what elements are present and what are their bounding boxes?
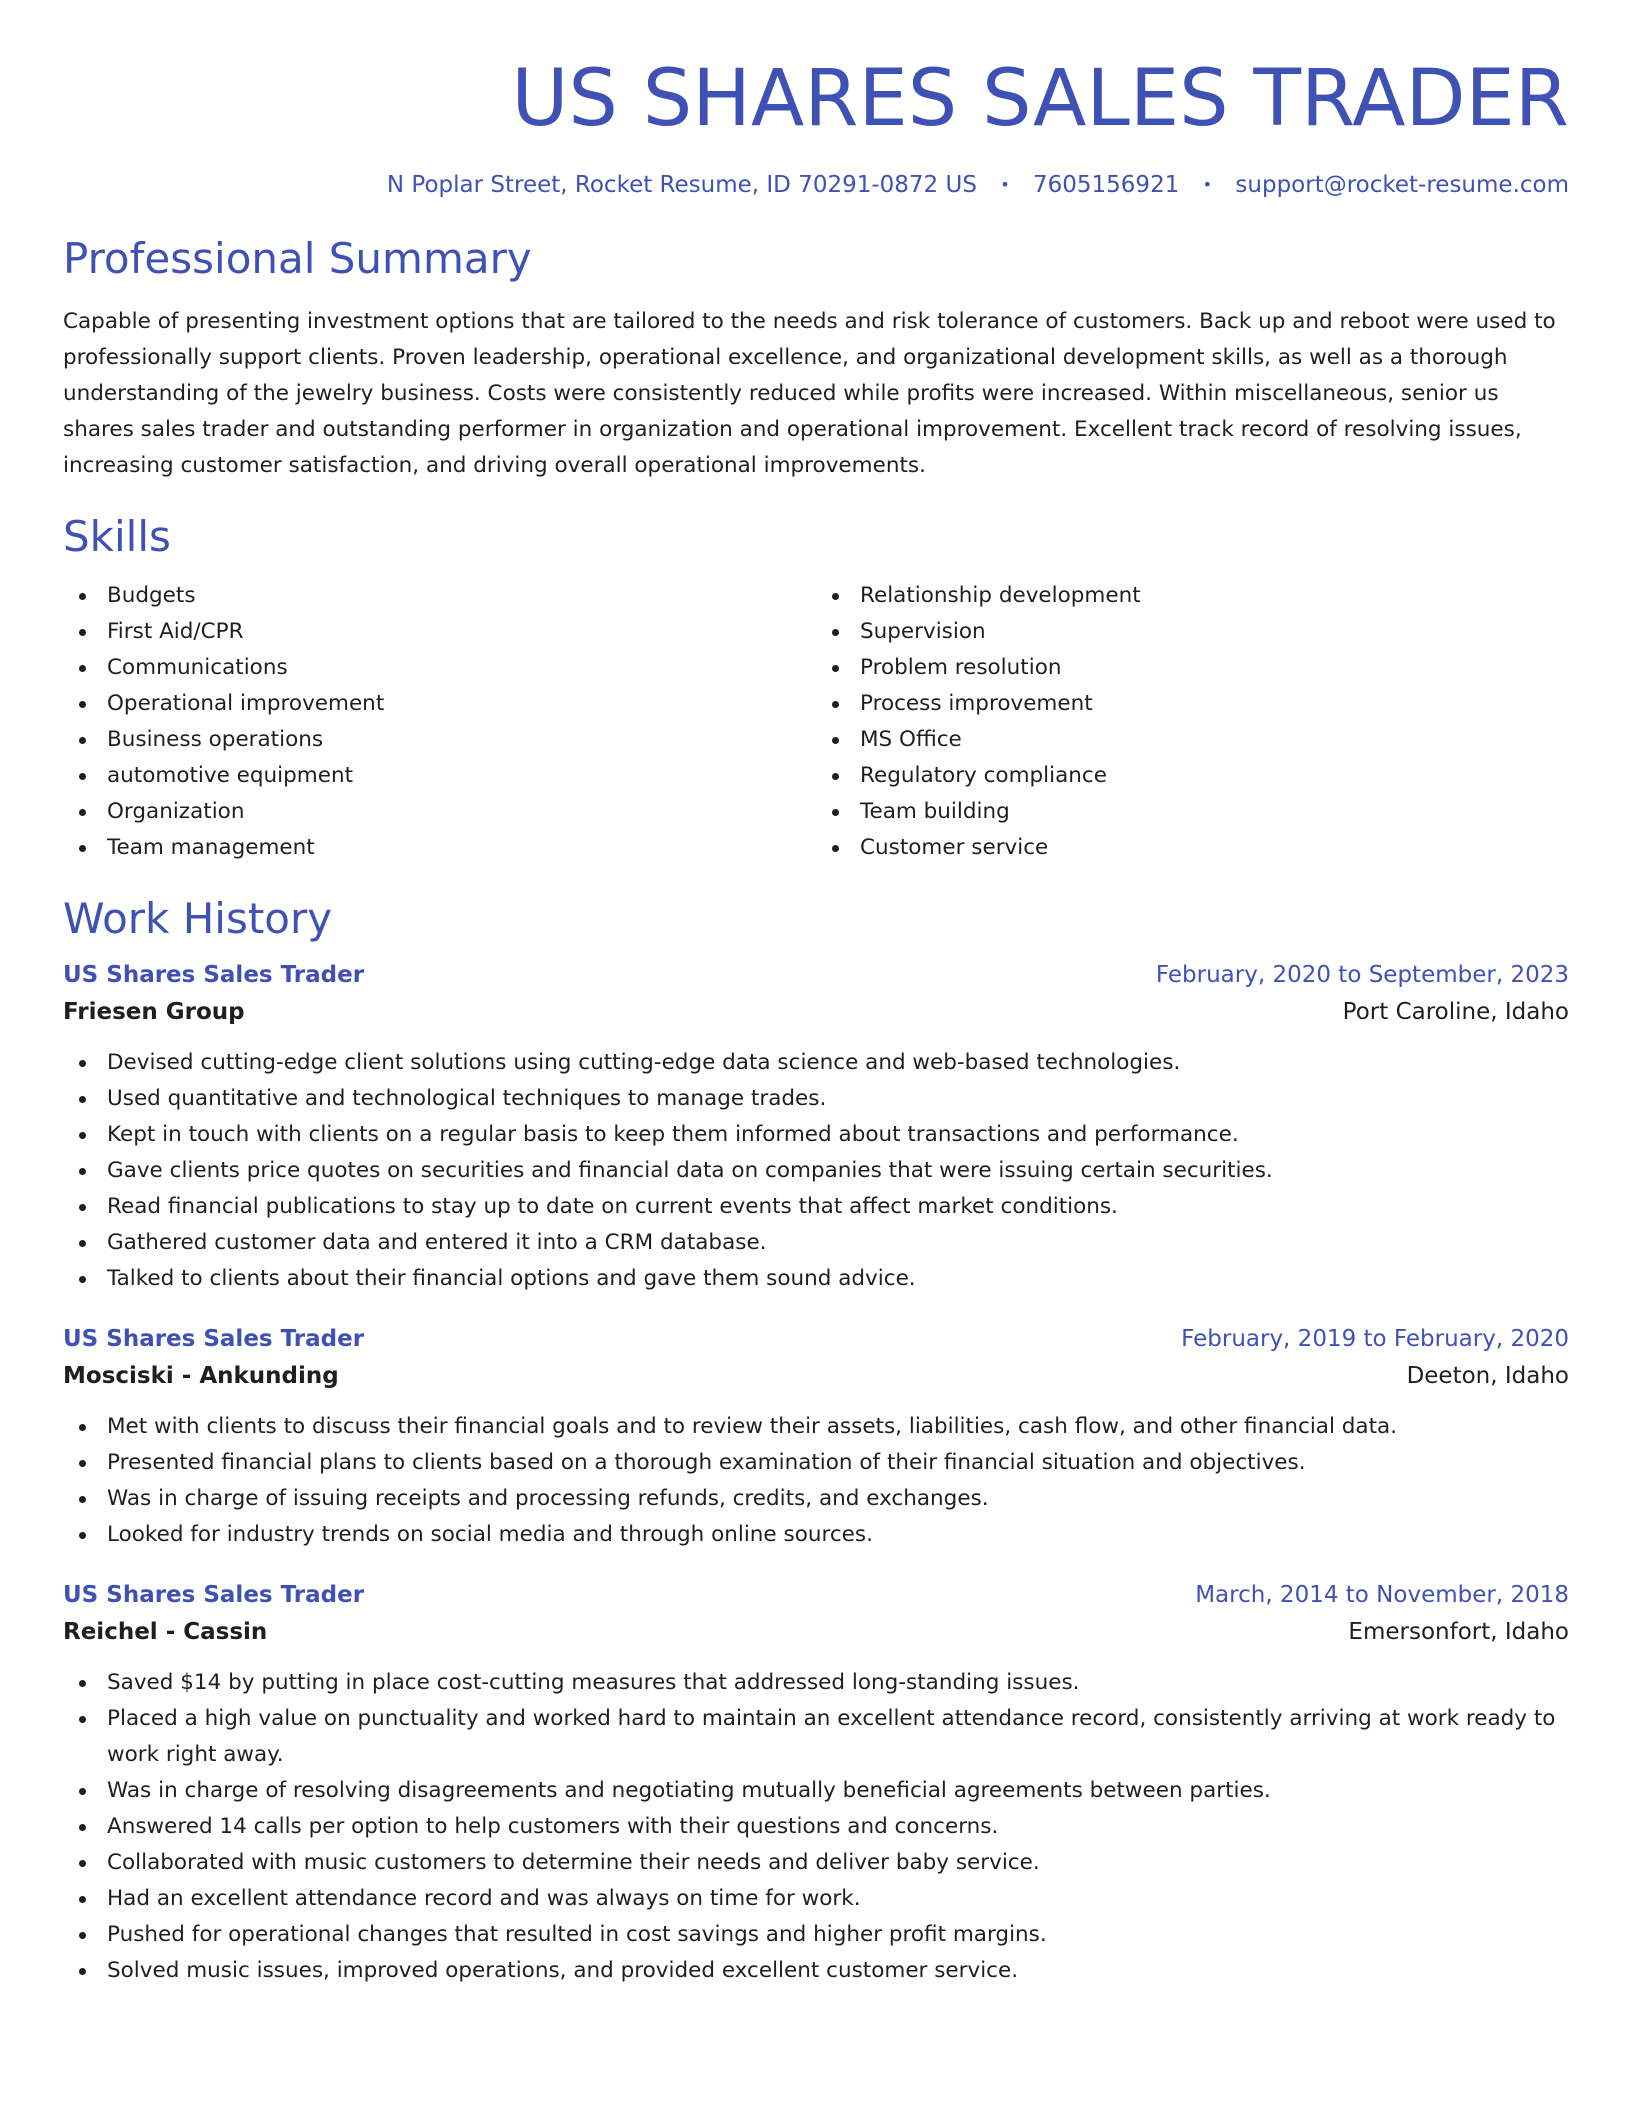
company-name: Mosciski - Ankunding (63, 1362, 339, 1389)
skill-item: Business operations (63, 722, 816, 758)
job-title: US Shares Sales Trader (63, 961, 365, 988)
job-location: Emersonfort, Idaho (1348, 1618, 1569, 1645)
job-bullet: Had an excellent attendance record and was always on time for work. (63, 1881, 1569, 1917)
contact-email: support@rocket-resume.com (1235, 172, 1569, 198)
skill-item: Regulatory compliance (816, 758, 1569, 794)
job-subheader (63, 993, 1569, 1031)
skill-item: Customer service (816, 830, 1569, 866)
job-header (63, 1321, 1569, 1357)
skill-item: Problem resolution (816, 650, 1569, 686)
job-bullet: Saved $14 by putting in place cost-cutting measures that addressed long-standing issues. (63, 1665, 1569, 1701)
skill-item: Budgets (63, 578, 816, 614)
skill-item: Communications (63, 650, 816, 686)
skill-item: Process improvement (816, 686, 1569, 722)
summary-heading: Professional Summary (63, 234, 532, 283)
job-dates: February, 2019 to February, 2020 (1181, 1325, 1569, 1352)
job-bullet: Gave clients price quotes on securities and financial data on companies that were issuing certain securities. (63, 1153, 1569, 1189)
job-location: Deeton, Idaho (1406, 1362, 1569, 1389)
skill-item: Supervision (816, 614, 1569, 650)
contact-phone: 7605156921 (1033, 172, 1180, 198)
company-name: Reichel - Cassin (63, 1618, 268, 1645)
skill-item: Relationship development (816, 578, 1569, 614)
summary-text: Capable of presenting investment options that are tailored to the needs and risk tolerance of customers. Back up and reboot were used to professionally support clients. Proven leadership, operational excellence, and organizational development skills, as well as a thorough understanding of the jewelry business. Costs were consistently reduced while profits were increased. Within miscellaneous, senior us shares sales trader and outstanding performer in organization and operational improvement. Excellent track record of resolving issues, increasing customer satisfaction, and driving overall operational improvements. (63, 309, 1556, 479)
contact-address: N Poplar Street, Rocket Resume, ID 70291-0872 US (386, 172, 977, 198)
job-dates: March, 2014 to November, 2018 (1195, 1581, 1569, 1608)
job-location: Port Caroline, Idaho (1342, 998, 1569, 1025)
job-bullet: Presented financial plans to clients based on a thorough examination of their financial situation and objectives. (63, 1445, 1569, 1481)
contact-separator: • (1000, 175, 1010, 194)
skills-grid (63, 578, 1569, 866)
skills-column-right (816, 578, 1569, 866)
job-bullet: Was in charge of resolving disagreements and negotiating mutually beneficial agreements between parties. (63, 1773, 1569, 1809)
job-bullet: Talked to clients about their financial options and gave them sound advice. (63, 1261, 1569, 1297)
work-history-heading: Work History (63, 894, 333, 944)
skill-item: Operational improvement (63, 686, 816, 722)
contact-line (63, 172, 1569, 198)
job-bullet: Used quantitative and technological techniques to manage trades. (63, 1081, 1569, 1117)
contact-separator: • (1202, 175, 1213, 194)
job-header (63, 1577, 1569, 1613)
job-bullet: Placed a high value on punctuality and worked hard to maintain an excellent attendance record, consistently arriving at work ready to work right away. (63, 1701, 1569, 1773)
skill-item: Team building (816, 794, 1569, 830)
job-bullet: Pushed for operational changes that resulted in cost savings and higher profit margins. (63, 1917, 1569, 1953)
job-entry (63, 1321, 1569, 1553)
job-entry (63, 1577, 1569, 1989)
job-bullets (63, 1045, 1569, 1297)
candidate-name: US SHARES SALES TRADER (511, 54, 1569, 144)
skill-item: Team management (63, 830, 816, 866)
job-bullets (63, 1665, 1569, 1989)
job-bullet: Met with clients to discuss their financial goals and to review their assets, liabilities, cash flow, and other financial data. (63, 1409, 1569, 1445)
skill-item: Organization (63, 794, 816, 830)
job-header (63, 957, 1569, 993)
job-entry (63, 957, 1569, 1297)
skill-item: First Aid/CPR (63, 614, 816, 650)
job-bullet: Was in charge of issuing receipts and processing refunds, credits, and exchanges. (63, 1481, 1569, 1517)
job-title: US Shares Sales Trader (63, 1581, 365, 1608)
job-bullet: Looked for industry trends on social media and through online sources. (63, 1517, 1569, 1553)
job-dates: February, 2020 to September, 2023 (1155, 961, 1569, 988)
skill-item: MS Office (816, 722, 1569, 758)
job-bullet: Read financial publications to stay up to date on current events that affect market conditions. (63, 1189, 1569, 1225)
job-bullets (63, 1409, 1569, 1553)
skills-column-left (63, 578, 816, 866)
skill-item: automotive equipment (63, 758, 816, 794)
company-name: Friesen Group (63, 998, 245, 1025)
job-bullet: Solved music issues, improved operations, and provided excellent customer service. (63, 1953, 1569, 1989)
job-subheader (63, 1613, 1569, 1651)
job-bullet: Devised cutting-edge client solutions using cutting-edge data science and web-based technologies. (63, 1045, 1569, 1081)
job-bullet: Kept in touch with clients on a regular basis to keep them informed about transactions and performance. (63, 1117, 1569, 1153)
skills-heading: Skills (63, 512, 171, 562)
job-bullet: Answered 14 calls per option to help customers with their questions and concerns. (63, 1809, 1569, 1845)
job-bullet: Collaborated with music customers to determine their needs and deliver baby service. (63, 1845, 1569, 1881)
job-bullet: Gathered customer data and entered it into a CRM database. (63, 1225, 1569, 1261)
job-subheader (63, 1357, 1569, 1395)
job-title: US Shares Sales Trader (63, 1325, 365, 1352)
